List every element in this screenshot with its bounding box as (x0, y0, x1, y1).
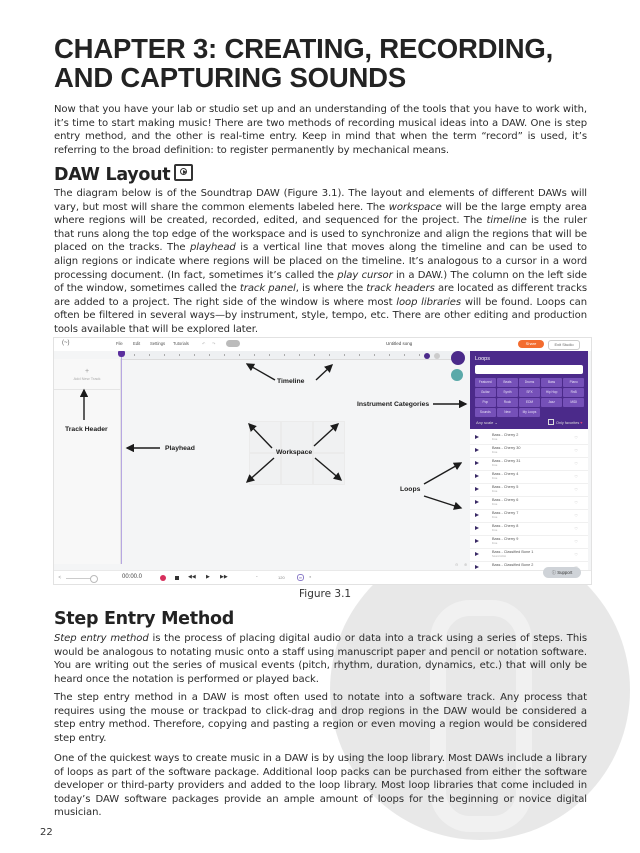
category-button[interactable]: Synth (497, 388, 518, 397)
any-scale-label: Any scale (476, 420, 494, 425)
loop-name: Bass - Cherry 7 (492, 511, 519, 515)
daw-menu-file[interactable]: File (116, 341, 123, 346)
loops-toggle-icon[interactable] (451, 351, 465, 365)
time-display: 00:00.0 (122, 574, 143, 580)
support-button[interactable] (543, 567, 581, 578)
daw-screenshot-figure (53, 337, 592, 585)
settings-icon[interactable] (434, 353, 440, 359)
heart-icon[interactable]: ♡ (574, 474, 578, 479)
term-workspace: workspace (388, 201, 442, 213)
play-icon[interactable] (475, 474, 479, 478)
loop-list-item[interactable] (470, 522, 588, 536)
playhead-line[interactable] (121, 354, 122, 564)
term-loop-libraries: loop libraries (396, 296, 462, 308)
ruler-tick (149, 354, 150, 356)
ruler-tick (299, 354, 300, 356)
timeline-ruler[interactable] (120, 351, 460, 360)
zoom-out-icon[interactable]: ⊖ (455, 562, 459, 567)
checkbox-icon (548, 419, 554, 425)
ruler-tick (419, 354, 420, 356)
loop-list-item[interactable] (470, 509, 588, 523)
annotation-loops: Loops (400, 486, 421, 493)
category-button[interactable]: Bass (541, 378, 562, 387)
category-button[interactable]: My Loops (519, 408, 540, 417)
volume-icon: ◂) (58, 574, 62, 579)
daw-menu-settings[interactable]: Settings (150, 341, 166, 346)
heart-icon[interactable]: ♡ (574, 526, 578, 531)
zoom-in-icon[interactable]: ⊕ (464, 562, 468, 567)
ruler-tick (329, 354, 330, 356)
category-button[interactable]: Jazz (541, 398, 562, 407)
daw-menu-tutorials[interactable]: Tutorials (173, 341, 189, 346)
only-favorites-toggle[interactable] (548, 419, 583, 425)
play-icon[interactable] (475, 513, 479, 517)
loop-name: Bass - Cherry 9 (492, 537, 519, 541)
loop-list-item[interactable] (470, 535, 588, 549)
loop-name: Bass - Cherry 5 (492, 485, 519, 489)
step-entry-paragraph-2: The step entry method in a DAW is most often used to notate into a software track. Any process that requires using the mouse or trackpad to click-drag and drop regions in the DAW would be considered a step entry method. Therefore, copying and pasting a region or even moving a region would be considered step entry. (54, 692, 587, 744)
support-label: Support (557, 570, 573, 575)
loop-name: Bass - Cherry 31 (492, 459, 521, 463)
workspace-tile[interactable] (313, 421, 345, 453)
instrument-category-grid (475, 378, 584, 417)
rewind-icon[interactable]: ◀◀ (188, 574, 196, 580)
play-icon[interactable] (475, 487, 479, 491)
play-icon[interactable] (475, 500, 479, 504)
category-button[interactable]: New (497, 408, 518, 417)
redo-icon[interactable]: ↷ (212, 341, 216, 346)
exit-studio-button[interactable]: Exit Studio (548, 340, 580, 350)
loop-subtitle: Sound Artist (492, 555, 506, 558)
share-button[interactable]: Share (518, 340, 544, 348)
category-button[interactable]: RnB (563, 388, 584, 397)
loop-list-item[interactable] (470, 496, 588, 510)
daw-layout-heading-text: DAW Layout (54, 165, 171, 185)
loops-search-input[interactable] (475, 365, 583, 374)
loop-subtitle: Free (492, 503, 498, 506)
metronome-toggle-icon[interactable]: ● (309, 574, 312, 579)
intro-paragraph: Now that you have your lab or studio set up and an understanding of the tools that you have to work with, it’s time to start making music! There are two methods of recording musical ideas into a DAW. One is step entry method, and the other is real-time entry. Keep in mind that when the term “record” is used, it’s referring to the broad definition: to register permanently by mechanical means. (54, 104, 587, 156)
metronome-icon[interactable] (424, 353, 430, 359)
heart-icon[interactable]: ♡ (574, 500, 578, 505)
ruler-tick (314, 354, 315, 356)
loop-list-item[interactable] (470, 548, 588, 562)
loops-panel (470, 351, 588, 570)
ruler-tick (359, 354, 360, 356)
daw-layout-paragraph: The diagram below is of the Soundtrap DAW (Figure 3.1). The layout and elements of different DAWs will vary, but most will share the common elements labeled here. The workspace will be the large empty area where regions will be created, recorded, edited, and sequenced for the project. The timeline is the ruler that runs along the top edge of the workspace and is used to synchronize and align the regions that will be placed on the tracks. The playhead is a vertical line that moves along the timeline and can be used to align regions or indicate where regions will be placed on the timeline. It’s analogous to a cursor in a word processing document. (In fact, sometimes it’s called the play cursor in a DAW.) The column on the left side of the window, sometimes called the track panel, is where the track headers are located as different tracks are added to a project. The right side of the window is where most loop libraries will be found. Loops can often be filtered in several ways—by instrument, style, tempo, etc. There are other editing and production tools available that will be explored later. (54, 188, 588, 335)
loop-name: Bass - Cherry 4 (492, 472, 519, 476)
ruler-tick (239, 354, 240, 356)
annotation-playhead: Playhead (165, 445, 195, 452)
loop-name: Bass - Cherry 8 (492, 524, 519, 528)
category-button[interactable]: Featured (475, 378, 496, 387)
stop-button[interactable] (175, 576, 179, 580)
heart-icon[interactable]: ♡ (574, 552, 578, 557)
term-track-headers: track headers (366, 283, 435, 295)
ruler-tick (284, 354, 285, 356)
term-timeline: timeline (486, 215, 527, 227)
loop-name: Bass - Cherry 6 (492, 498, 519, 502)
ruler-tick (404, 354, 405, 356)
loop-name: Bass - Classified Bone 2 (492, 563, 534, 567)
ruler-tick (389, 354, 390, 356)
term-track-panel: track panel (239, 283, 296, 295)
workspace-tile[interactable] (249, 453, 281, 485)
video-play-icon[interactable] (174, 164, 193, 181)
play-icon[interactable] (475, 448, 479, 452)
category-button[interactable]: MIDI (563, 398, 584, 407)
play-icon[interactable] (475, 539, 479, 543)
loop-list-item[interactable] (470, 431, 588, 445)
loop-list-item[interactable] (470, 444, 588, 458)
chapter-title: CHAPTER 3: CREATING, RECORDING, AND CAPTURING SOUNDS (54, 33, 554, 93)
heart-icon[interactable]: ♡ (574, 461, 578, 466)
category-button[interactable]: Drums (519, 378, 540, 387)
soundtrap-logo: (~) (62, 340, 70, 346)
term-playhead: playhead (190, 242, 236, 254)
record-button[interactable] (160, 575, 166, 581)
play-icon[interactable] (475, 461, 479, 465)
play-icon[interactable] (475, 552, 479, 556)
heart-icon[interactable]: ♡ (574, 487, 578, 492)
play-icon[interactable] (475, 565, 479, 569)
heart-icon[interactable]: ♡ (574, 448, 578, 453)
heart-icon[interactable]: ♡ (574, 435, 578, 440)
annotation-instrument-categories: Instrument Categories (357, 401, 430, 408)
song-title[interactable]: Untitled song (386, 341, 413, 346)
heart-icon: ♥ (580, 421, 583, 425)
workspace-tile[interactable] (281, 453, 313, 485)
add-track-label: Add New Track (73, 376, 101, 381)
section-heading-daw-layout (54, 164, 193, 185)
section-heading-step-entry: Step Entry Method (54, 609, 234, 629)
ruler-tick (269, 354, 270, 356)
ruler-tick (134, 354, 135, 356)
figure-caption: Figure 3.1 (299, 588, 352, 600)
loop-name: Bass - Cherry 2 (492, 433, 519, 437)
loop-subtitle: Free (492, 490, 498, 493)
play-icon[interactable] (475, 435, 479, 439)
help-icon: ⓘ (551, 570, 557, 575)
play-icon[interactable] (475, 526, 479, 530)
instruments-toggle-icon[interactable] (451, 369, 463, 381)
annotation-timeline: Timeline (277, 378, 305, 385)
tempo-display[interactable]: 120 (278, 575, 285, 580)
category-button[interactable]: SFX (519, 388, 540, 397)
key-selector[interactable]: - (256, 574, 258, 580)
category-button[interactable]: EDM (519, 398, 540, 407)
loop-name: Bass - Cherry 30 (492, 446, 521, 450)
loop-subtitle: Free (492, 516, 498, 519)
loops-header (470, 351, 588, 429)
loop-list-item[interactable] (470, 483, 588, 497)
loop-toggle-icon[interactable]: ∞ (299, 575, 302, 580)
ruler-tick (344, 354, 345, 356)
loop-subtitle: Free (492, 451, 498, 454)
ruler-tick (374, 354, 375, 356)
loop-subtitle: Free (492, 542, 498, 545)
term-play-cursor: play cursor (337, 269, 393, 281)
category-button[interactable]: Rock (497, 398, 518, 407)
category-button[interactable]: Beats (497, 378, 518, 387)
category-button[interactable]: Piano (563, 378, 584, 387)
chevron-down-icon: ⌄ (494, 420, 498, 425)
daw-menubar (54, 338, 591, 351)
loops-title: Loops (475, 356, 490, 362)
heart-icon[interactable]: ♡ (574, 513, 578, 518)
loop-subtitle: Free (492, 477, 498, 480)
loop-subtitle: Free (492, 438, 498, 441)
category-button[interactable]: Sounds (475, 408, 496, 417)
playhead-handle[interactable] (118, 351, 125, 357)
loop-list-item[interactable] (470, 470, 588, 484)
ruler-tick (209, 354, 210, 356)
category-button[interactable]: Hip Hop (541, 388, 562, 397)
save-pill-button[interactable] (226, 340, 240, 347)
daw-menu-edit[interactable]: Edit (133, 341, 141, 346)
annotation-track-header: Track Header (65, 426, 108, 433)
ruler-tick (254, 354, 255, 356)
loop-list-item[interactable] (470, 457, 588, 471)
ruler-tick (179, 354, 180, 356)
plus-icon: + (84, 368, 90, 375)
add-new-track-button[interactable] (54, 367, 120, 390)
track-panel (54, 359, 121, 564)
volume-slider-knob[interactable] (90, 575, 98, 583)
ruler-tick (224, 354, 225, 356)
workspace-tile[interactable] (313, 453, 345, 485)
play-button-icon[interactable]: ▶ (206, 574, 210, 580)
loop-subtitle: Free (492, 464, 498, 467)
fast-forward-icon[interactable]: ▶▶ (220, 574, 228, 580)
heart-icon[interactable]: ♡ (574, 539, 578, 544)
undo-icon[interactable]: ↶ (202, 341, 206, 346)
category-button[interactable]: Pop (475, 398, 496, 407)
category-button[interactable]: Guitar (475, 388, 496, 397)
term-step-entry-method: Step entry method (54, 633, 149, 644)
loop-name: Bass - Classified Bone 1 (492, 550, 534, 554)
loop-subtitle: Free (492, 529, 498, 532)
page-number: 22 (40, 827, 53, 838)
step-entry-paragraph-1: Step entry method is the process of placing digital audio or data into a track using a series of steps. This would be analogous to notating music onto a staff using manuscript paper and pencil or notation software. You are writing out the series of musical events (pitch, rhythm, duration, dynamics, etc.) that will only be heard once the notation is performed or played back. (54, 633, 587, 685)
annotation-workspace: Workspace (276, 449, 313, 456)
only-favorites-label: Only favorites (556, 421, 580, 425)
ruler-tick (164, 354, 165, 356)
step-entry-paragraph-3: One of the quickest ways to create music in a DAW is by using the loop library. Most DAWs include a library of loops as part of the software package. Additional loop packs can be purchased from either the software developer or third-party providers and added to the loop library. Most loop libraries that come included in today’s DAW software packages provide an ample amount of loops for the beginning or novice digital musician. (54, 753, 587, 819)
ruler-tick (194, 354, 195, 356)
any-scale-dropdown[interactable] (476, 420, 498, 425)
